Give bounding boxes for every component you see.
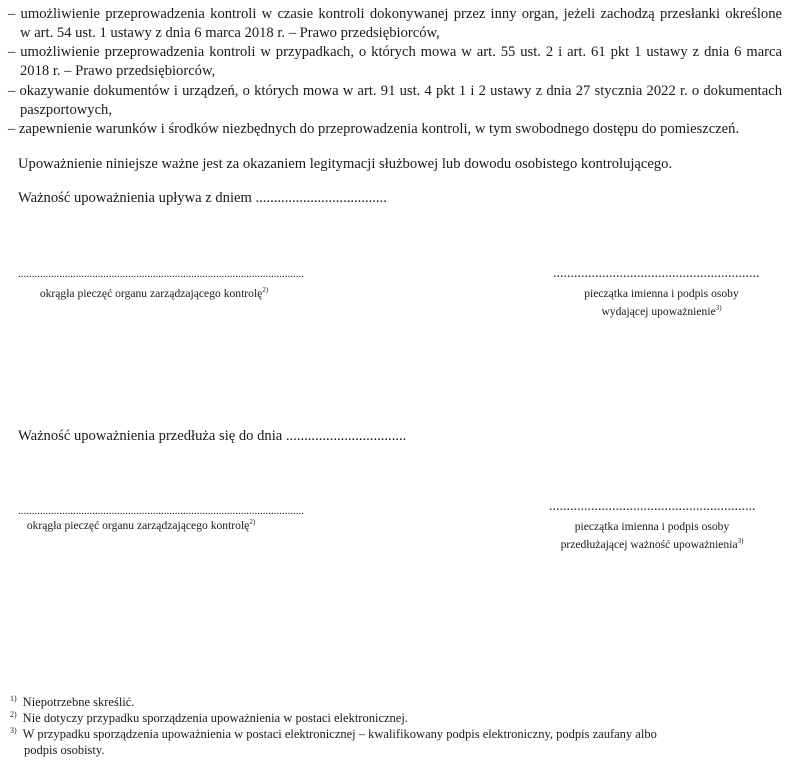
extension-line: Ważność upoważnienia przedłuża się do dnia ................................. xyxy=(18,428,407,444)
stamp-label-1-text: okrągła pieczęć organu zarządzającego kontrolę xyxy=(39,287,263,300)
list-item-3-line-2: paszportowych, xyxy=(20,102,112,118)
signature-dotted-line-1: ........................................................... xyxy=(553,266,760,281)
stamp-label-2 xyxy=(10,516,272,535)
footnote-2-marker: 2) xyxy=(10,710,17,719)
footnote-3 xyxy=(10,727,657,742)
footnote-3-text-line-2: podpis osobisty. xyxy=(24,743,105,757)
list-item-3-line-1: – okazywanie dokumentów i urządzeń, o których mowa w art. 91 ust. 4 pkt 1 i 2 ustawy z dnia 27 stycznia 2022 r. o dokumentach xyxy=(8,83,782,99)
signature-label-1-line-2-text: wydającej upoważnienie xyxy=(601,305,716,318)
footnote-1 xyxy=(10,695,134,710)
footnote-1-text: Niepotrzebne skreślić. xyxy=(22,695,135,709)
list-item-1-line-1: – umożliwienie przeprowadzenia kontroli w czasie kontroli dokonywanej przez inny organ, jeżeli zachodzą przesłanki określone xyxy=(8,6,782,22)
stamp-label-1-sup: 2) xyxy=(262,286,269,294)
signature-label-2-line-2-text: przedłużającej ważność upoważnienia xyxy=(560,538,738,551)
signature-label-2-sup: 3) xyxy=(737,537,744,545)
stamp-label-2-sup: 2) xyxy=(249,518,256,526)
signature-label-2-line-2 xyxy=(530,535,774,554)
list-item-2-line-1: – umożliwienie przeprowadzenia kontroli w przypadkach, o których mowa w art. 55 ust. 2 i art. 61 pkt 1 ustawy z dnia 6 marca xyxy=(8,44,782,60)
signature-label-2-line-1: pieczątka imienna i podpis osoby xyxy=(574,520,730,533)
list-item-1-line-2: w art. 54 ust. 1 ustawy z dnia 6 marca 2018 r. – Prawo przedsiębiorców, xyxy=(20,25,440,41)
stamp-label-2-text: okrągła pieczęć organu zarządzającego kontrolę xyxy=(26,519,250,532)
stamp-label-1 xyxy=(18,284,290,303)
footnote-3-marker: 3) xyxy=(10,726,17,735)
stamp-dotted-line-2: ........................................................................................................ xyxy=(18,505,304,517)
list-item-4-line-1: – zapewnienie warunków i środków niezbędnych do przeprowadzenia kontroli, w tym swobodnego dostępu do pomieszczeń. xyxy=(8,121,740,137)
signature-dotted-line-2: ........................................................... xyxy=(549,499,756,514)
footnote-1-marker: 1) xyxy=(10,694,17,703)
signature-label-1-line-1: pieczątka imienna i podpis osoby xyxy=(584,287,739,300)
validity-note: Upoważnienie niniejsze ważne jest za okazaniem legitymacji służbowej lub dowodu osobistego kontrolującego. xyxy=(18,156,673,172)
signature-label-1-line-2 xyxy=(553,302,770,321)
expiry-line: Ważność upoważnienia upływa z dniem .................................... xyxy=(18,190,387,206)
signature-label-1-sup: 3) xyxy=(715,304,722,312)
list-item-2-line-2: 2018 r. – Prawo przedsiębiorców, xyxy=(20,63,216,79)
footnote-3-text-line-1: W przypadku sporządzenia upoważnienia w postaci elektronicznej – kwalifikowany podpis elektroniczny, podpis zaufany albo xyxy=(22,727,657,741)
footnote-2 xyxy=(10,711,408,726)
footnote-2-text: Nie dotyczy przypadku sporządzenia upoważnienia w postaci elektronicznej. xyxy=(22,711,408,725)
stamp-dotted-line-1: ........................................................................................................ xyxy=(18,268,304,280)
